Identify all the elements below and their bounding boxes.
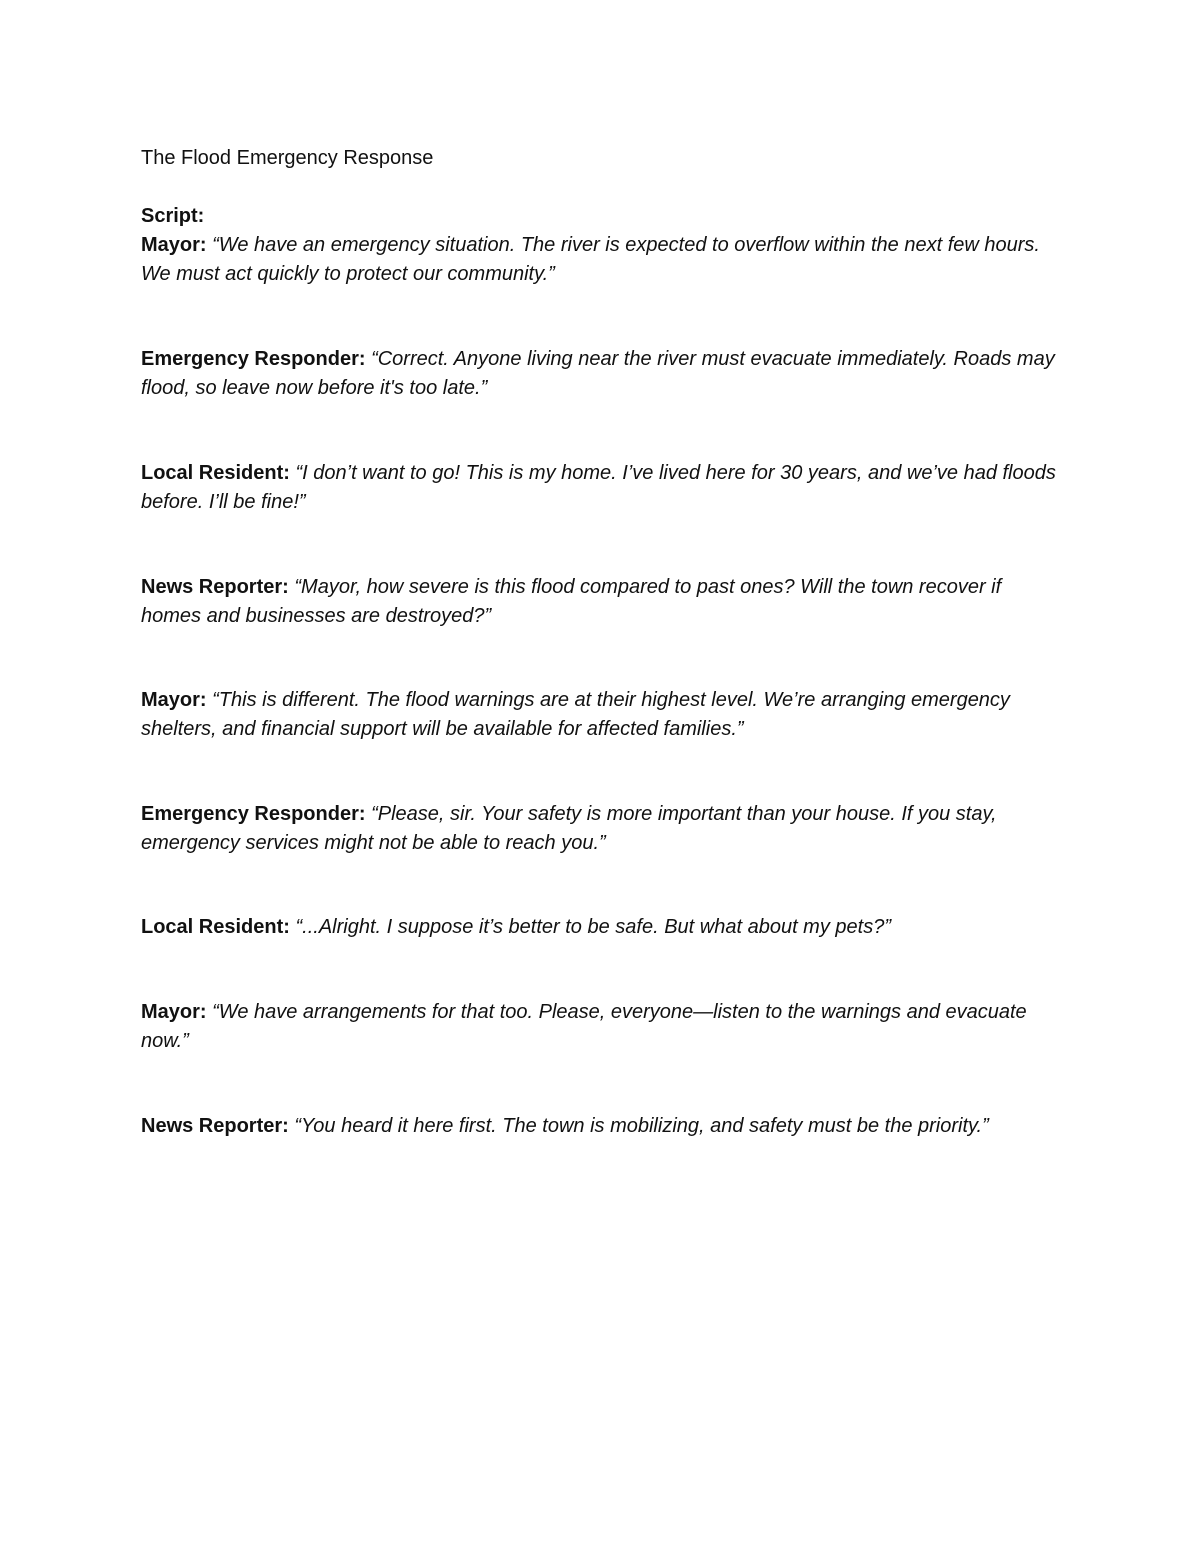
speaker-name: Emergency Responder: xyxy=(141,803,366,825)
dialogue-line xyxy=(141,686,1061,744)
speaker-name: Local Resident: xyxy=(141,916,290,938)
dialogue-quote: “We have arrangements for that too. Please, everyone—listen to the warnings and evacuate now.” xyxy=(141,1001,1027,1052)
dialogue-line xyxy=(141,231,1061,289)
dialogue-line xyxy=(141,345,1061,403)
script-heading: Script: xyxy=(141,205,205,227)
speaker-name: Emergency Responder: xyxy=(141,348,366,370)
speaker-name: News Reporter: xyxy=(141,1115,289,1137)
dialogue-quote: “Mayor, how severe is this flood compared to past ones? Will the town recover if homes and businesses are destroyed?” xyxy=(141,576,1002,627)
dialogue-quote: “This is different. The flood warnings are at their highest level. We’re arranging emergency shelters, and financial support will be available for affected families.” xyxy=(141,689,1010,740)
dialogue-line xyxy=(141,573,1061,631)
speaker-name: Mayor: xyxy=(141,689,207,711)
speaker-name: Local Resident: xyxy=(141,462,290,484)
speaker-name: News Reporter: xyxy=(141,576,289,598)
dialogue-quote: “Correct. Anyone living near the river must evacuate immediately. Roads may flood, so leave now before it's too late.” xyxy=(141,348,1055,399)
dialogue-quote: “You heard it here first. The town is mobilizing, and safety must be the priority.” xyxy=(294,1115,989,1137)
speaker-name: Mayor: xyxy=(141,234,207,256)
dialogue-quote: “...Alright. I suppose it’s better to be safe. But what about my pets?” xyxy=(295,916,891,938)
dialogue-line xyxy=(141,459,1061,517)
dialogue-line xyxy=(141,913,1061,942)
speaker-name: Mayor: xyxy=(141,1001,207,1023)
dialogue-line xyxy=(141,998,1061,1056)
dialogue-line xyxy=(141,800,1061,858)
document-title: The Flood Emergency Response xyxy=(141,147,434,169)
dialogue-line xyxy=(141,1112,1061,1141)
dialogue-quote: “We have an emergency situation. The river is expected to overflow within the next few hours. We must act quickly to protect our community.” xyxy=(141,234,1040,285)
dialogue-quote: “I don’t want to go! This is my home. I’ve lived here for 30 years, and we’ve had floods before. I’ll be fine!” xyxy=(141,462,1056,513)
dialogue-quote: “Please, sir. Your safety is more important than your house. If you stay, emergency services might not be able to reach you.” xyxy=(141,803,997,854)
